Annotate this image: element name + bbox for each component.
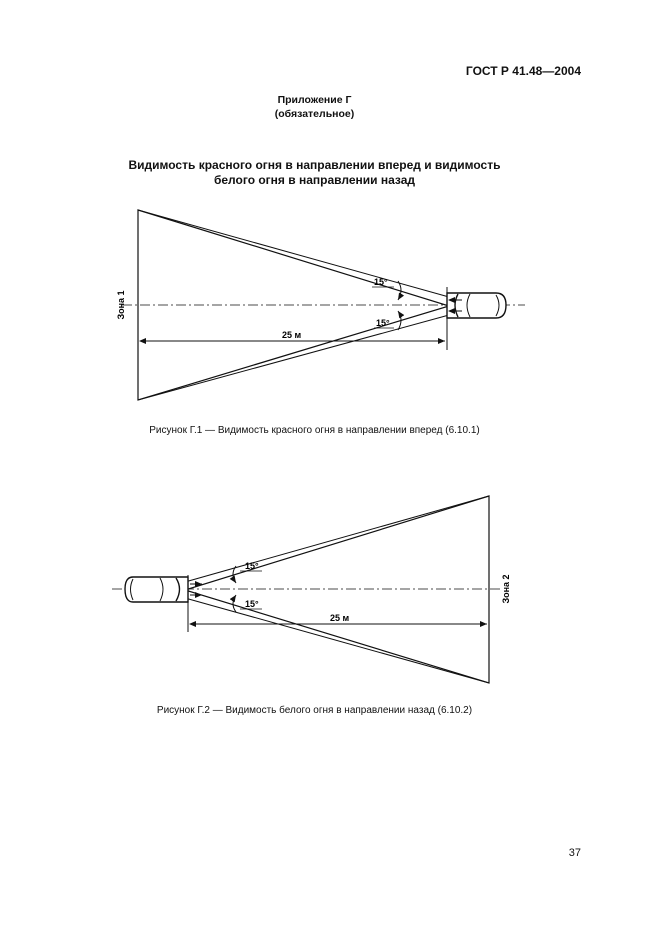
zone-label: Зона 1 xyxy=(116,290,126,320)
appendix-title: Приложение Г xyxy=(277,94,352,106)
visibility-zone-outline xyxy=(185,496,489,683)
distance-label: 25 м xyxy=(330,613,350,623)
distance-label: 25 м xyxy=(282,330,302,340)
angle-arc-bottom xyxy=(233,595,236,612)
page-number: 37 xyxy=(568,847,581,859)
angle-label-top: 15° xyxy=(374,277,388,287)
vehicle-outline xyxy=(125,577,188,602)
angle-label-bottom: 15° xyxy=(376,318,390,328)
angle-label-bottom: 15° xyxy=(245,599,259,609)
zone-label: Зона 2 xyxy=(501,574,511,604)
section-title-line1: Видимость красного огня в направлении вперед и видимость xyxy=(128,158,501,172)
section-title-line2: белого огня в направлении назад xyxy=(213,173,416,187)
visibility-line-bottom xyxy=(185,598,489,683)
appendix-status: (обязательное) xyxy=(274,108,355,120)
document-header: ГОСТ Р 41.48—2004 xyxy=(465,64,581,78)
figure-1-caption: Рисунок Г.1 — Видимость красного огня в направлении вперед (6.10.1) xyxy=(149,425,480,436)
figure-2-caption: Рисунок Г.2 — Видимость белого огня в направлении назад (6.10.2) xyxy=(156,705,473,716)
visibility-line-top xyxy=(185,496,489,582)
angle-label-top: 15° xyxy=(245,561,259,571)
